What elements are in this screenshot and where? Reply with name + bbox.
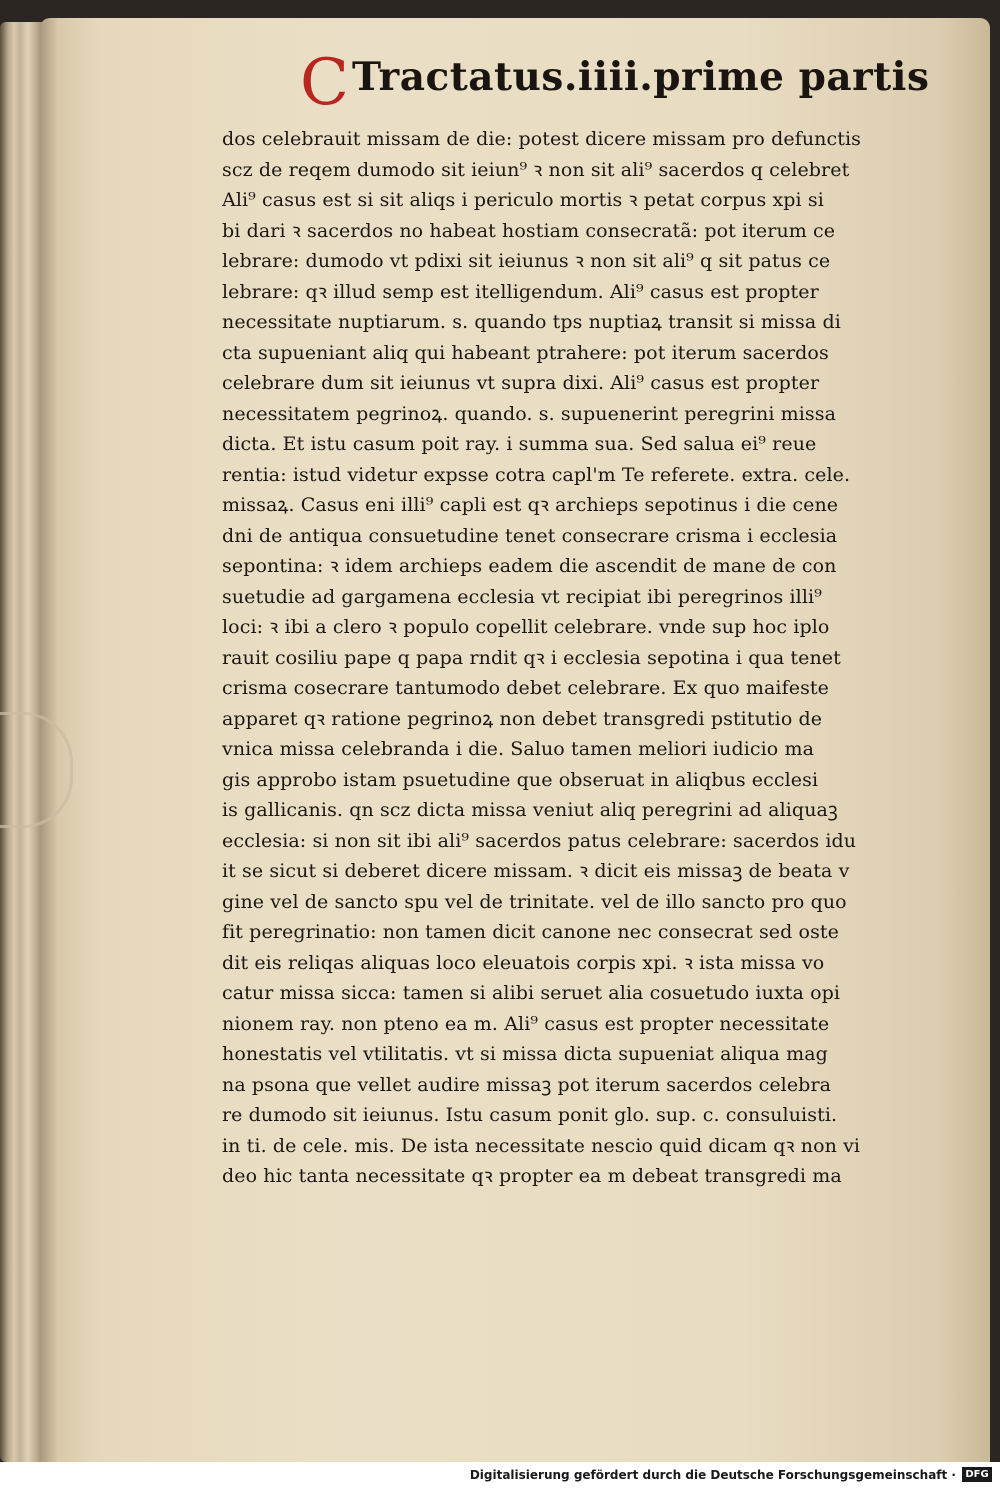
text-line: celebrare dum sit ieiunus vt supra dixi. Ali⁹ casus est propter	[222, 372, 820, 394]
text-line: suetudie ad gargamena ecclesia vt recipiat ibi peregrinos illi⁹	[222, 585, 822, 608]
text-block	[222, 124, 932, 1192]
text-line: re dumodo sit ieiunus. Istu casum ponit glo. sup. c. consuluisti.	[222, 1104, 838, 1126]
text-line: nionem ray. non pteno ea m. Ali⁹ casus est propter necessitate	[222, 1012, 830, 1035]
text-line: Ali⁹ casus est si sit aliqs i periculo mortis ꝛ petat corpus xpi si	[222, 189, 824, 211]
text-line: sepontina: ꝛ idem archieps eadem die ascendit de mane de con	[222, 555, 837, 577]
text-line: missaꝝ. Casus eni illi⁹ capli est qꝛ archieps sepotinus i die cene	[222, 494, 839, 516]
text-line: gis approbo istam psuetudine que obseruat in aliqbus ecclesi	[222, 768, 819, 791]
text-line: crisma cosecrare tantumodo debet celebrare. Ex quo maifeste	[222, 677, 829, 699]
text-line: vnica missa celebranda i die. Saluo tamen meliori iudicio ma	[222, 738, 815, 760]
text-line: fit peregrinatio: non tamen dicit canone nec consecrat sed oste	[222, 921, 840, 943]
text-line: na psona que vellet audire missaꝫ pot iterum sacerdos celebra	[222, 1073, 832, 1096]
text-line: deo hic tanta necessitate qꝛ propter ea m debeat transgredi ma	[222, 1165, 842, 1187]
text-line: scz de reqem dumodo sit ieiun⁹ ꝛ non sit ali⁹ sacerdos q celebret	[222, 158, 850, 181]
text-line: bi dari ꝛ sacerdos no habeat hostiam consecratã: pot iterum ce	[222, 219, 836, 242]
text-line: it se sicut si deberet dicere missam. ꝛ dicit eis missaꝫ de beata v	[222, 860, 850, 882]
text-line: necessitatem pegrinoꝝ. quando. s. supuenerint peregrini missa	[222, 402, 837, 425]
text-line: is gallicanis. qn scz dicta missa veniut aliq peregrini ad aliquaꝫ	[222, 799, 838, 821]
text-line: rentia: istud videtur expsse cotra capl'm Te referete. extra. cele.	[222, 463, 851, 486]
text-line: catur missa sicca: tamen si alibi seruet alia cosuetudo iuxta opi	[222, 982, 841, 1004]
funding-credit: Digitalisierung gefördert durch die Deutsche Forschungsgemeinschaft ·	[469, 1468, 956, 1482]
footer-bar	[0, 1462, 1000, 1499]
text-line: honestatis vel vtilitatis. vt si missa dicta supueniat aliqua mag	[222, 1043, 828, 1065]
text-line: in ti. de cele. mis. De ista necessitate nescio quid dicam qꝛ non vi	[222, 1134, 861, 1157]
text-line: cta supueniant aliq qui habeant ptrahere: pot iterum sacerdos	[222, 341, 829, 364]
text-line: dicta. Et istu casum poit ray. i summa sua. Sed salua ei⁹ reue	[222, 433, 817, 455]
text-line: dit eis reliqas aliquas loco eleuatois corpis xpi. ꝛ ista missa vo	[222, 951, 825, 974]
text-line: loci: ꝛ ibi a clero ꝛ populo copellit celebrare. vnde sup hoc iplo	[222, 616, 830, 638]
text-line: necessitate nuptiarum. s. quando tps nuptiaꝝ transit si missa di	[222, 311, 841, 333]
text-line: dni de antiqua consuetudine tenet consecrare crisma i ecclesia	[222, 524, 838, 547]
text-line: dos celebrauit missam de die: potest dicere missam pro defunctis	[222, 128, 862, 150]
running-header: Tractatus.iiii.prime partis	[352, 54, 930, 100]
text-line: ecclesia: si non sit ibi ali⁹ sacerdos patus celebrare: sacerdos idu	[222, 829, 857, 852]
text-line: gine vel de sancto spu vel de trinitate. vel de illo sancto pro quo	[222, 890, 847, 913]
text-line: lebrare: dumodo vt pdixi sit ieiunus ꝛ non sit ali⁹ q sit patus ce	[222, 250, 831, 272]
text-line: lebrare: qꝛ illud semp est itelligendum. Ali⁹ casus est propter	[222, 280, 819, 303]
rubric-initial: C	[300, 46, 349, 120]
dfg-logo: DFG	[962, 1467, 992, 1482]
text-line: apparet qꝛ ratione pegrinoꝝ non debet transgredi pstitutio de	[222, 707, 823, 730]
text-line: rauit cosiliu pape q papa rndit qꝛ i ecclesia sepotina i qua tenet	[222, 646, 841, 669]
